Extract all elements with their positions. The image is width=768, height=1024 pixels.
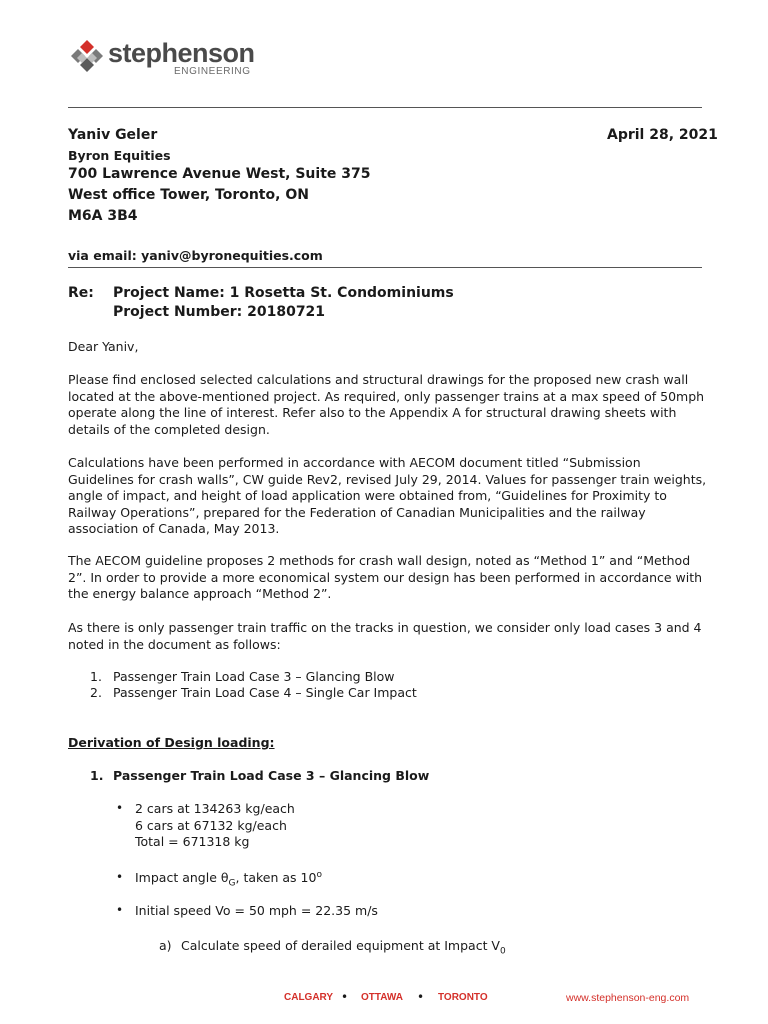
recipient-address-line1: 700 Lawrence Avenue West, Suite 375: [68, 166, 371, 182]
footer-city-ottawa: OTTAWA: [361, 992, 404, 1003]
footer-separator: •: [417, 990, 425, 1004]
logo-subtitle: ENGINEERING: [174, 66, 251, 77]
load-case-number: 2.: [90, 685, 102, 700]
impact-angle-line: [135, 870, 322, 889]
project-name: Project Name: 1 Rosetta St. Condominiums: [113, 285, 454, 301]
re-label: Re:: [68, 285, 94, 301]
impact-angle-text: Impact angle θ: [135, 870, 229, 886]
recipient-postal-code: M6A 3B4: [68, 208, 138, 224]
bullet-text: 2 cars at 134263 kg/each: [135, 801, 295, 816]
bullet-text: Initial speed Vo = 50 mph = 22.35 m/s: [135, 903, 378, 918]
letter-date: April 28, 2021: [607, 127, 718, 143]
load-case-item: Passenger Train Load Case 4 – Single Car Impact: [113, 685, 417, 700]
footer-website-link[interactable]: www.stephenson-eng.com: [566, 992, 690, 1004]
body-paragraph-3: [68, 553, 708, 603]
footer-city-calgary: CALGARY: [284, 992, 334, 1003]
recipient-company: Byron Equities: [68, 148, 171, 163]
step-text-line: [181, 938, 506, 957]
body-paragraph-1: [68, 372, 708, 438]
degree-superscript: o: [316, 870, 322, 880]
subsection-number: 1.: [90, 768, 104, 783]
step-label: a): [159, 938, 172, 953]
header-divider: [68, 107, 702, 108]
impact-angle-value: , taken as 10: [235, 870, 317, 886]
load-case-number: 1.: [90, 669, 102, 684]
paragraph-text: Calculations have been performed in accordance with AECOM document titled “Submission Guidelines for crash walls”, CW guide Rev2, revised July 29, 2014. Values for passenger train weights, angle of impact, and height of load application were obtained from, “Guidelines for Proximity to Railway Operations”, prepared for the Federation of Canadian Municipalities and the railway association of Canada, May 2013.: [68, 455, 707, 536]
bullet-text: 6 cars at 67132 kg/each: [135, 818, 287, 833]
project-number: Project Number: 20180721: [113, 304, 326, 320]
recipient-divider: [68, 267, 702, 268]
bullet-icon: •: [116, 903, 124, 917]
footer-city-toronto: TORONTO: [438, 992, 488, 1003]
logo-wordmark: stephenson: [108, 38, 255, 68]
footer-separator: •: [341, 990, 349, 1004]
recipient-email: via email: yaniv@byronequities.com: [68, 248, 323, 263]
body-paragraph-4: [68, 620, 708, 653]
subsection-heading: Passenger Train Load Case 3 – Glancing Blow: [113, 768, 430, 783]
load-case-item: Passenger Train Load Case 3 – Glancing Blow: [113, 669, 395, 684]
bullet-text: Total = 671318 kg: [135, 834, 250, 849]
body-paragraph-2: [68, 455, 708, 538]
paragraph-text: Please find enclosed selected calculations and structural drawings for the proposed new crash wall located at the above-mentioned project. As required, only passenger trains at a max speed of 50mph operate along the line of interest. Refer also to the Appendix A for structural drawing sheets with details of the completed design.: [68, 372, 705, 437]
logo-mark-icon: [68, 38, 106, 76]
step-subscript: 0: [500, 946, 506, 957]
recipient-name: Yaniv Geler: [68, 127, 158, 143]
section-heading: Derivation of Design loading:: [68, 735, 275, 750]
impact-angle-subscript: G: [228, 878, 236, 889]
salutation: Dear Yaniv,: [68, 339, 139, 354]
step-text: Calculate speed of derailed equipment at Impact V: [181, 938, 500, 953]
bullet-icon: •: [116, 870, 124, 884]
bullet-icon: •: [116, 801, 124, 815]
paragraph-text: The AECOM guideline proposes 2 methods for crash wall design, noted as “Method 1” and “Method 2”. In order to provide a more economical system our design has been performed in accordance with the energy balance approach “Method 2”.: [68, 553, 703, 601]
recipient-address-line2: West office Tower, Toronto, ON: [68, 187, 309, 203]
paragraph-text: As there is only passenger train traffic on the tracks in question, we consider only load cases 3 and 4 noted in the document as follows:: [68, 620, 702, 652]
